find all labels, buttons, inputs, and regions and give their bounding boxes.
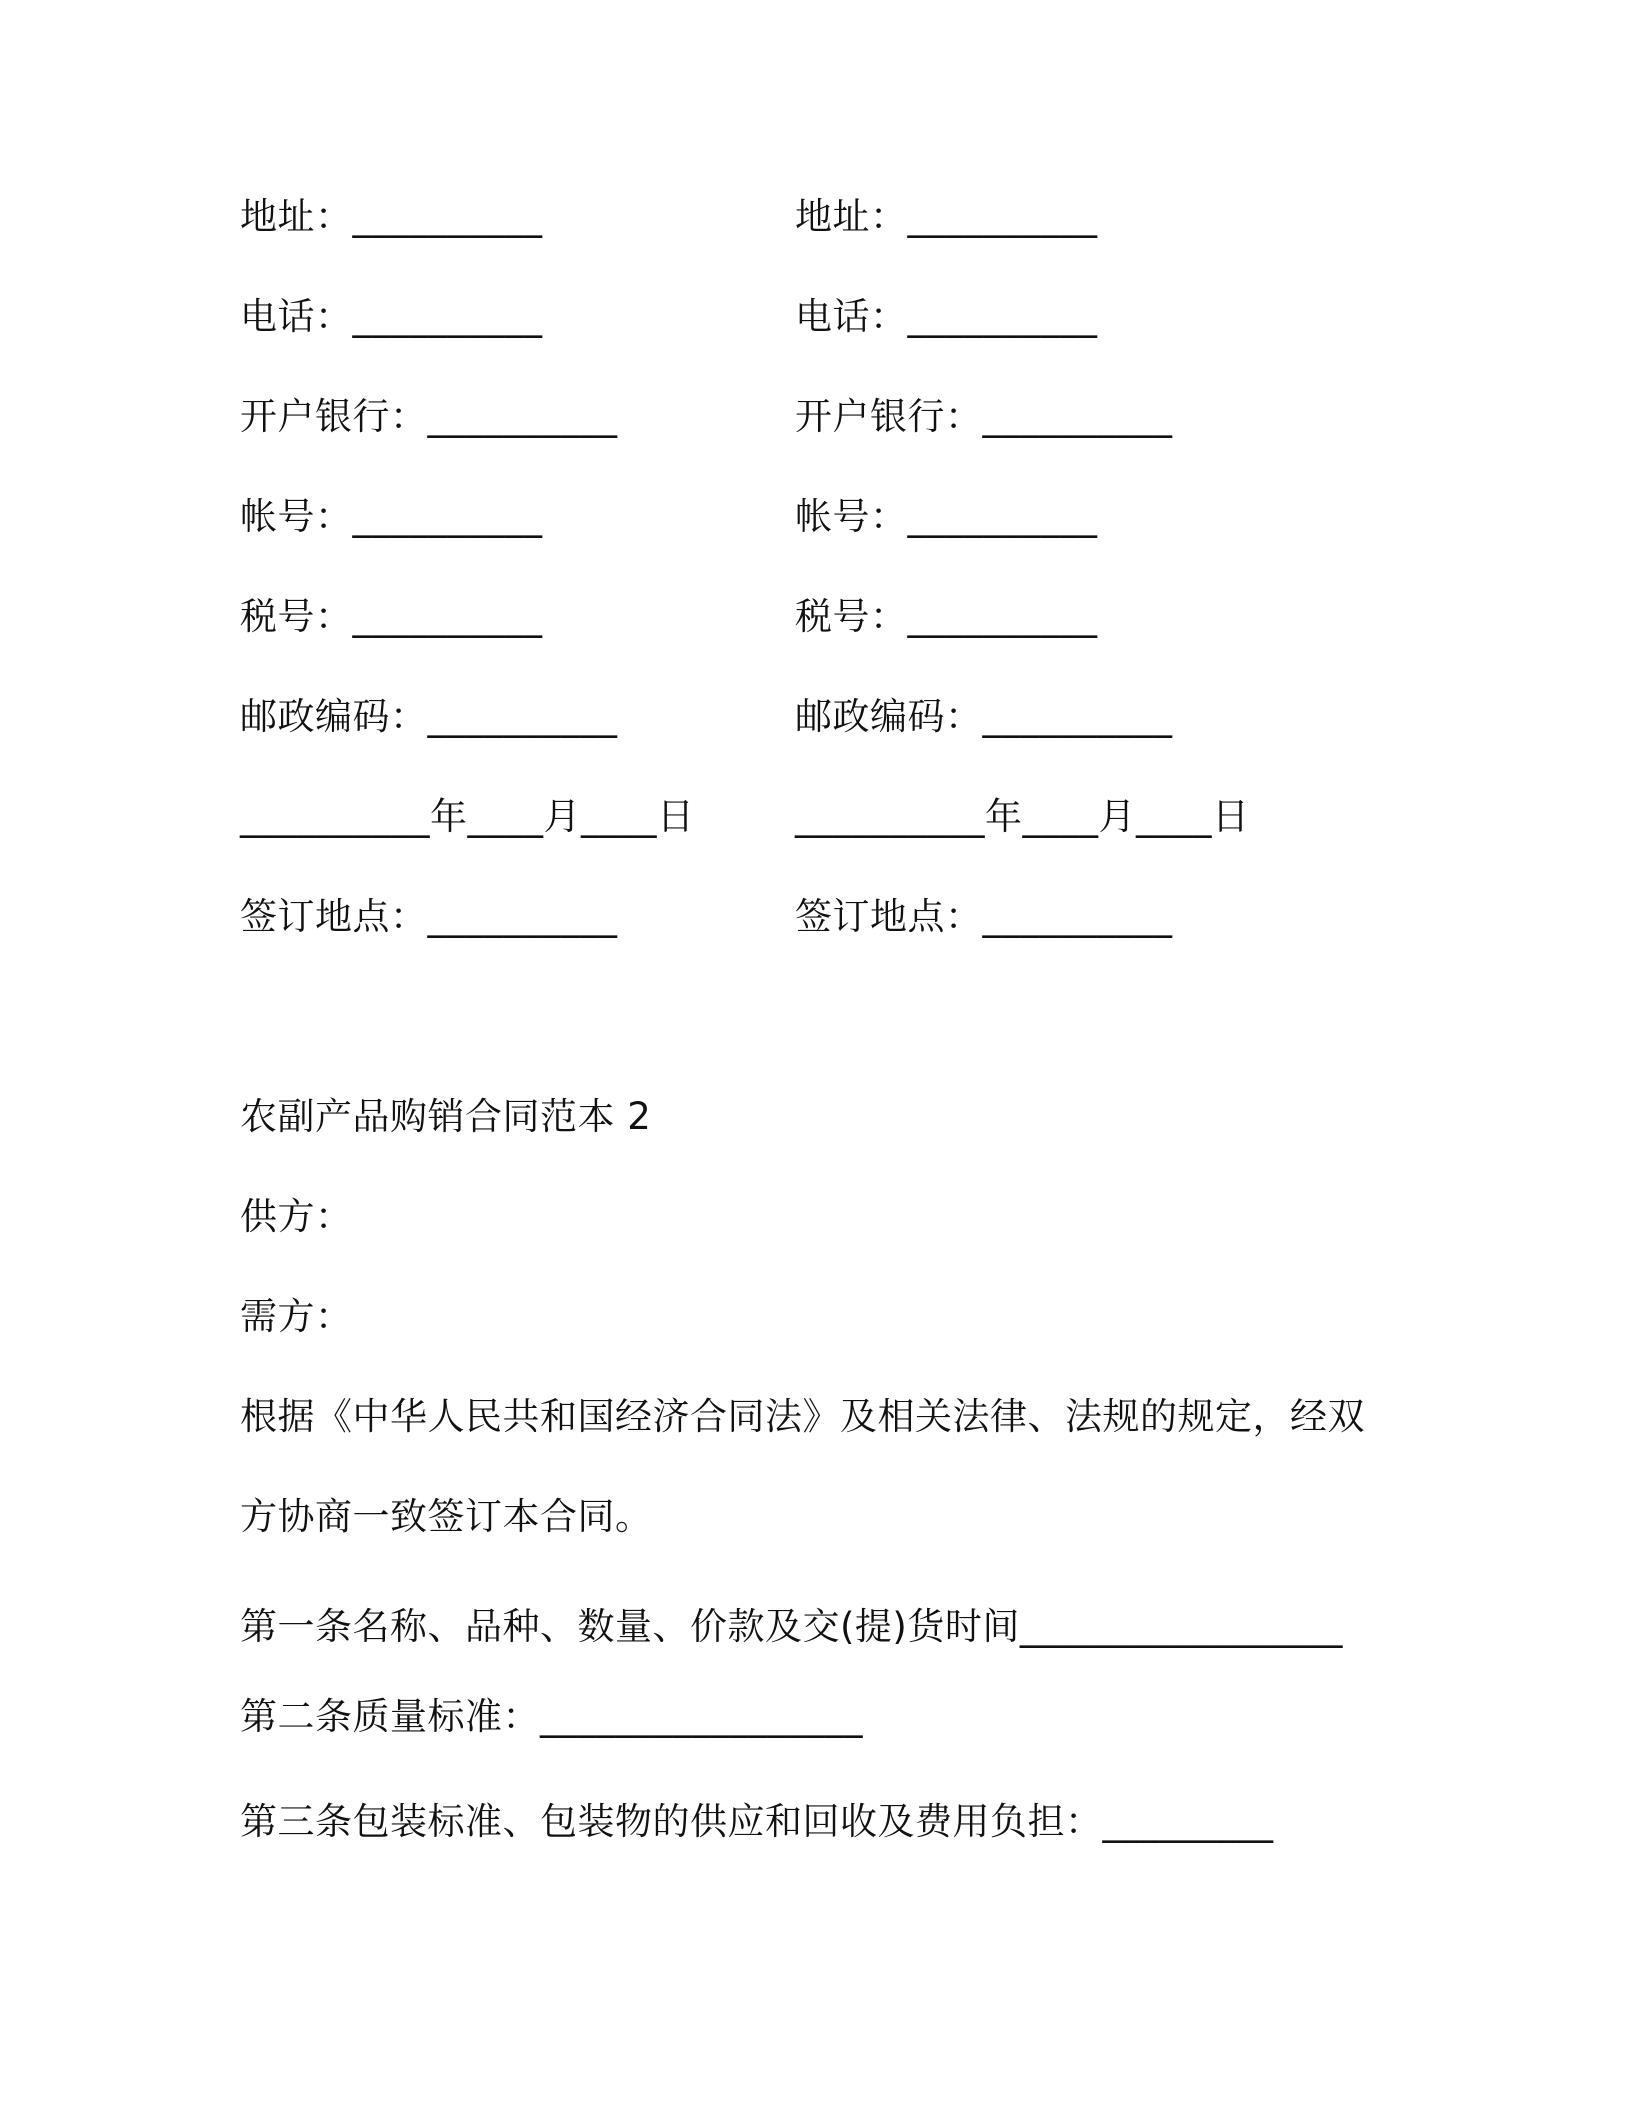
right-address-line: 地址：__________ xyxy=(795,195,1098,238)
article-1: 第一条名称、品种、数量、价款及交(提)货时间_________________ xyxy=(240,1605,1343,1648)
right-date-line: __________年____月____日 xyxy=(795,795,1250,838)
left-address-line: 地址：__________ xyxy=(240,195,543,238)
contract-title: 农副产品购销合同范本 2 xyxy=(240,1095,652,1138)
article-3: 第三条包装标准、包装物的供应和回收及费用负担：_________ xyxy=(240,1800,1274,1843)
supplier-line: 供方： xyxy=(240,1195,353,1238)
right-phone-line: 电话：__________ xyxy=(795,295,1098,338)
right-tax-number-line: 税号：__________ xyxy=(795,595,1098,638)
right-postal-code-line: 邮政编码：__________ xyxy=(795,695,1173,738)
left-postal-code-line: 邮政编码：__________ xyxy=(240,695,618,738)
right-bank-line: 开户银行：__________ xyxy=(795,395,1173,438)
right-signing-place-line: 签订地点：__________ xyxy=(795,895,1173,938)
article-2: 第二条质量标准：_________________ xyxy=(240,1695,863,1738)
preamble-line-1: 根据《中华人民共和国经济合同法》及相关法律、法规的规定，经双 xyxy=(240,1395,1365,1438)
left-bank-line: 开户银行：__________ xyxy=(240,395,618,438)
left-phone-line: 电话：__________ xyxy=(240,295,543,338)
preamble-line-2: 方协商一致签订本合同。 xyxy=(240,1495,653,1538)
left-tax-number-line: 税号：__________ xyxy=(240,595,543,638)
buyer-line: 需方： xyxy=(240,1295,353,1338)
left-account-line: 帐号：__________ xyxy=(240,495,543,538)
left-signing-place-line: 签订地点：__________ xyxy=(240,895,618,938)
left-date-line: __________年____月____日 xyxy=(240,795,695,838)
right-account-line: 帐号：__________ xyxy=(795,495,1098,538)
